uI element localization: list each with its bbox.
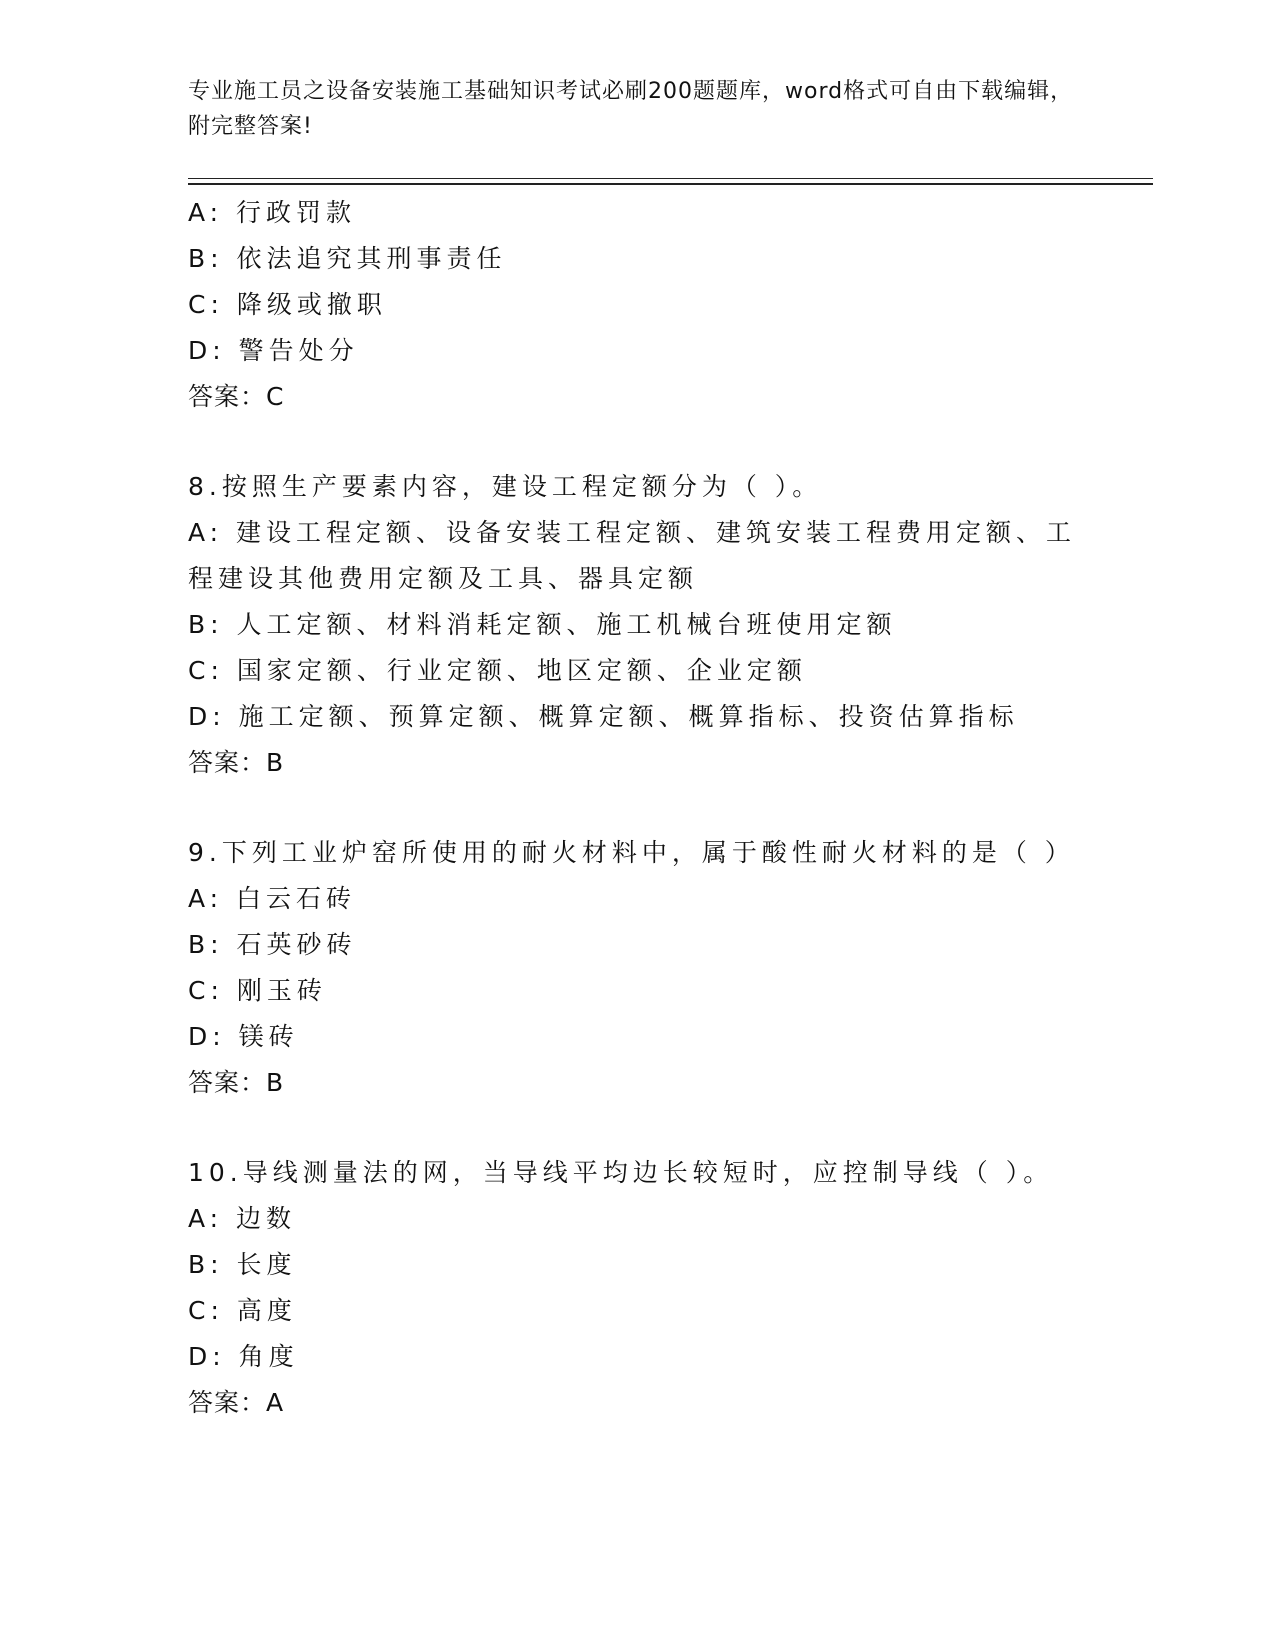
option-a: A: 白云石砖	[188, 884, 357, 913]
option-b: B: 依法追究其刑事责任	[188, 244, 507, 273]
question-block-9	[188, 830, 1088, 1106]
block-spacer	[188, 1106, 1088, 1150]
question-text: 9.下列工业炉窑所使用的耐火材料中，属于酸性耐火材料的是（ ）	[188, 838, 1075, 867]
question-text: 8.按照生产要素内容，建设工程定额分为（ ）。	[188, 472, 823, 501]
question-block-8	[188, 464, 1088, 786]
answer-line: 答案：A	[188, 1388, 285, 1417]
question-list	[188, 190, 1088, 1426]
header-divider-thin	[188, 178, 1153, 179]
option-a: A: 建设工程定额、设备安装工程定额、建筑安装工程费用定额、工程建设其他费用定额及工具、器具定额	[188, 518, 1077, 593]
option-c: C: 高度	[188, 1296, 297, 1325]
block-spacer	[188, 420, 1088, 464]
option-c: C: 刚玉砖	[188, 976, 327, 1005]
option-d: D: 警告处分	[188, 336, 359, 365]
option-d: D: 角度	[188, 1342, 299, 1371]
option-a: A: 边数	[188, 1204, 297, 1233]
header-divider-thick	[188, 183, 1153, 185]
option-b: B: 人工定额、材料消耗定额、施工机械台班使用定额	[188, 610, 897, 639]
option-b: B: 长度	[188, 1250, 297, 1279]
option-d: D: 施工定额、预算定额、概算定额、概算指标、投资估算指标	[188, 702, 1019, 731]
option-d: D: 镁砖	[188, 1022, 299, 1051]
question-text: 10.导线测量法的网，当导线平均边长较短时，应控制导线（ ）。	[188, 1158, 1054, 1187]
question-block-10	[188, 1150, 1088, 1426]
option-c: C: 降级或撤职	[188, 290, 387, 319]
answer-line: 答案：C	[188, 382, 285, 411]
block-spacer	[188, 786, 1088, 830]
answer-line: 答案：B	[188, 1068, 285, 1097]
document-header: 专业施工员之设备安装施工基础知识考试必刷200题题库，word格式可自由下载编辑，附完整答案!	[188, 79, 1074, 139]
answer-line: 答案：B	[188, 748, 285, 777]
option-b: B: 石英砂砖	[188, 930, 357, 959]
option-c: C: 国家定额、行业定额、地区定额、企业定额	[188, 656, 807, 685]
option-a: A: 行政罚款	[188, 198, 357, 227]
question-block-7	[188, 190, 1088, 420]
